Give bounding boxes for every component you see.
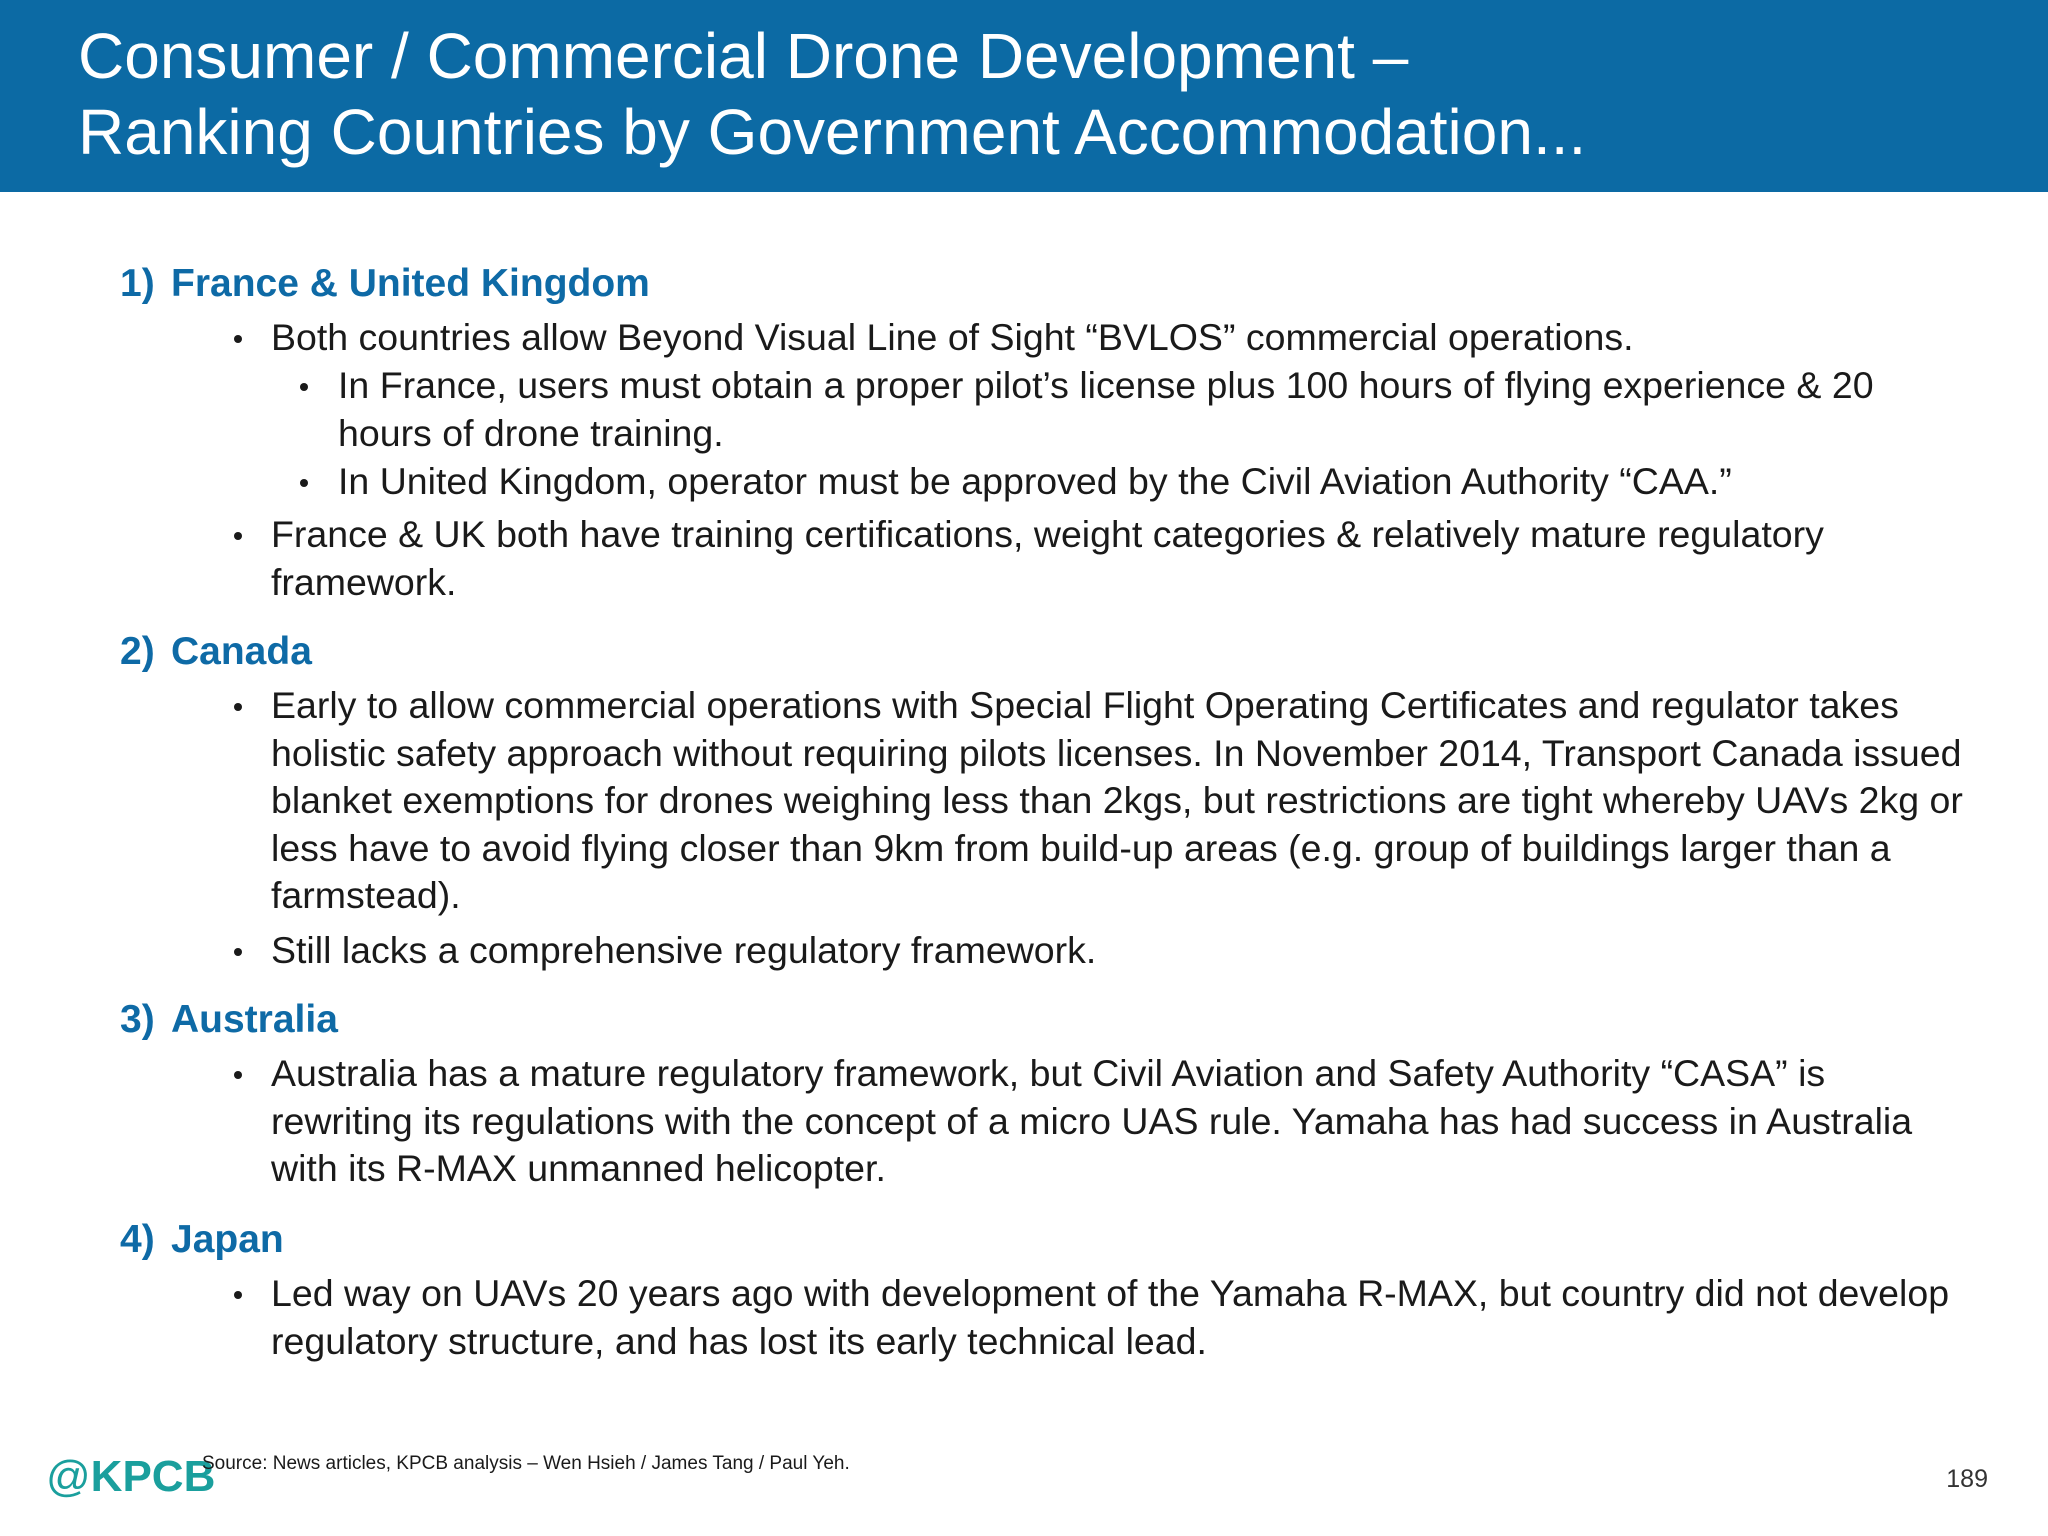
section-heading-australia xyxy=(120,998,338,1042)
section-heading-france-uk xyxy=(120,262,650,306)
section-title: Japan xyxy=(171,1218,284,1261)
title-bar xyxy=(0,0,2048,192)
kpcb-logo xyxy=(46,1452,215,1502)
bullet-icon xyxy=(234,1291,242,1299)
section-number: 4) xyxy=(120,1218,155,1261)
bullet-icon xyxy=(234,703,242,711)
bullet-icon xyxy=(234,948,242,956)
section-title: Australia xyxy=(171,998,338,1041)
page-number: 189 xyxy=(1946,1465,1988,1493)
section-title: France & United Kingdom xyxy=(171,262,650,305)
bullet-icon xyxy=(234,532,242,540)
sub-bullet-text: In France, users must obtain a proper pilot’s license plus 100 hours of flying experience & 20 hours of drone training. xyxy=(338,364,1874,454)
section-number: 2) xyxy=(120,630,155,673)
section-title: Canada xyxy=(171,630,312,673)
bullet-icon xyxy=(300,479,308,487)
slide-title-line-2: Ranking Countries by Government Accommodation... xyxy=(78,96,1587,168)
bullet-text: Australia has a mature regulatory framework, but Civil Aviation and Safety Authority “CASA” is rewriting its regulations with the concept of a micro UAS rule. Yamaha has had success in Australia with its R-MAX unmanned helicopter. xyxy=(271,1052,1913,1189)
logo-at-sign: @ xyxy=(46,1452,91,1501)
logo-text: KPCB xyxy=(90,1452,216,1501)
slide-title-line-1: Consumer / Commercial Drone Development – xyxy=(78,20,1409,92)
sub-bullet-text: In United Kingdom, operator must be approved by the Civil Aviation Authority “CAA.” xyxy=(338,460,1732,502)
section-number: 3) xyxy=(120,998,155,1041)
bullet-text: France & UK both have training certifications, weight categories & relatively mature regulatory framework. xyxy=(271,513,1824,603)
bullet-text: Early to allow commercial operations with Special Flight Operating Certificates and regulator takes holistic safety approach without requiring pilots licenses. In November 2014, Transport Canada issued blanket exemptions for drones weighing less than 2kgs, but restrictions are tight whereby UAVs 2kg or less have to avoid flying closer than 9km from build-up areas (e.g. group of buildings larger than a farmstead). xyxy=(271,684,1963,916)
slide-title xyxy=(78,18,1586,170)
bullet-text: Still lacks a comprehensive regulatory framework. xyxy=(271,929,1097,971)
section-number: 1) xyxy=(120,262,155,305)
section-heading-canada xyxy=(120,630,312,674)
source-note: Source: News articles, KPCB analysis – Wen Hsieh / James Tang / Paul Yeh. xyxy=(202,1453,850,1474)
bullet-icon xyxy=(300,383,308,391)
bullet-icon xyxy=(234,1071,242,1079)
bullet-icon xyxy=(234,335,242,343)
bullet-text: Both countries allow Beyond Visual Line of Sight “BVLOS” commercial operations. xyxy=(271,316,1634,358)
bullet-text: Led way on UAVs 20 years ago with development of the Yamaha R-MAX, but country did not develop regulatory structure, and has lost its early technical lead. xyxy=(271,1272,1950,1362)
section-heading-japan xyxy=(120,1218,284,1262)
